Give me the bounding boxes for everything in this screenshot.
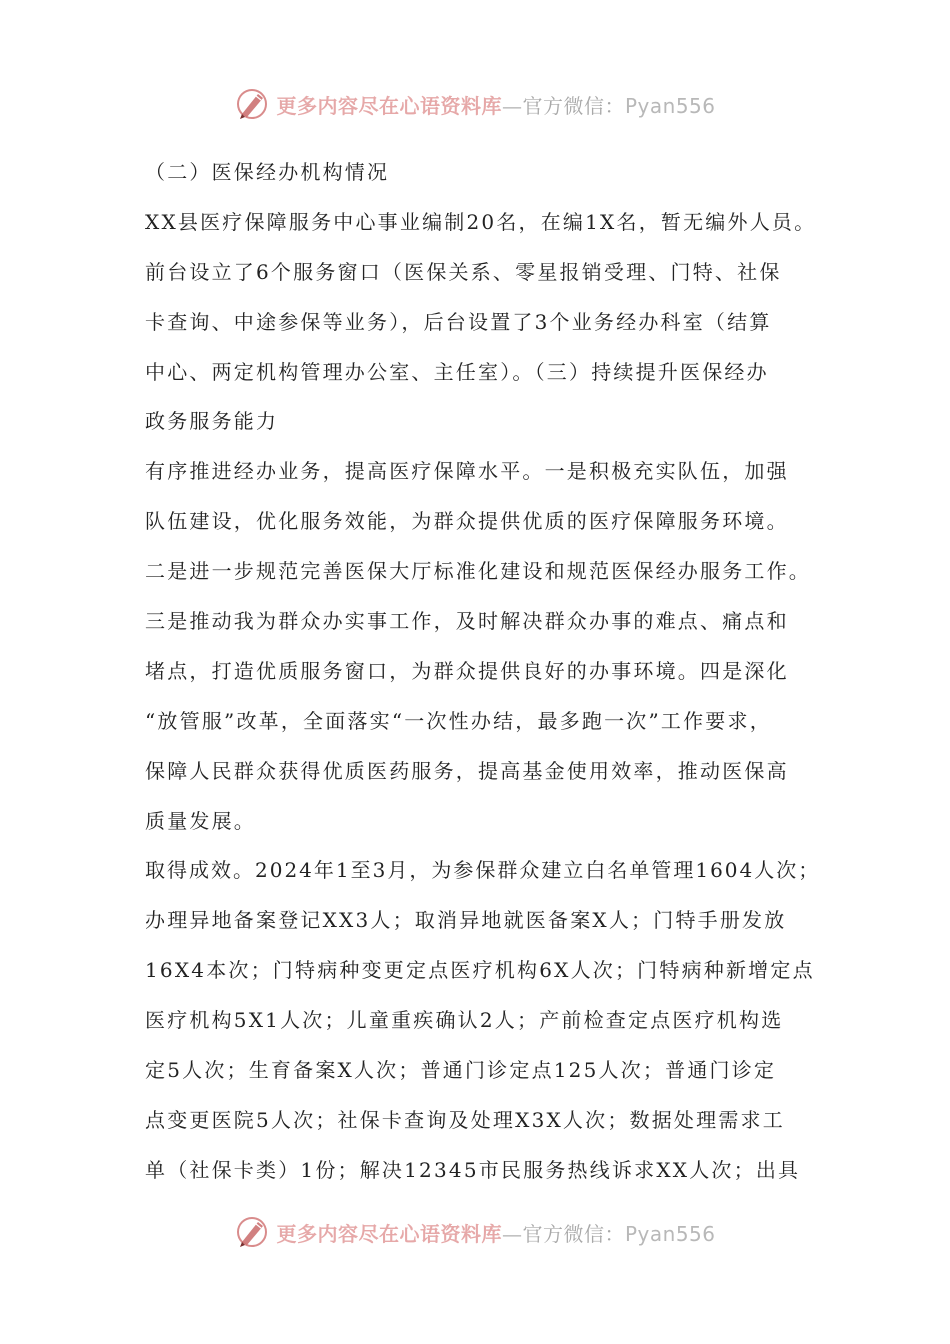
body-line: 办理异地备案登记XX3人；取消异地就医备案X人；门特手册发放 (145, 908, 787, 933)
watermark-separator: — (501, 93, 523, 118)
watermark-group (234, 86, 715, 122)
header-watermark (0, 82, 950, 126)
body-line: 单（社保卡类）1份；解决12345市民服务热线诉求XX人次；出具 (145, 1157, 801, 1182)
body-line: 中心、两定机构管理办公室、主任室）。（三）持续提升医保经办 (145, 359, 769, 384)
body-line: 定5人次；生育备案X人次；普通门诊定点125人次；普通门诊定 (145, 1058, 777, 1083)
footer-watermark (0, 1210, 950, 1254)
body-line: 取得成效。2024年1至3月，为参保群众建立白名单管理1604人次； (145, 858, 821, 883)
watermark-text (276, 1218, 715, 1247)
watermark-group (234, 1214, 715, 1250)
body-line: 前台设立了6个服务窗口（医保关系、零星报销受理、门特、社保 (145, 259, 782, 284)
body-line: 卡查询、中途参保等业务），后台设置了3个业务经办科室（结算 (145, 309, 772, 334)
body-line: 有序推进经办业务，提高医疗保障水平。一是积极充实队伍，加强 (145, 459, 789, 484)
section-heading-line: （二）医保经办机构情况 (145, 160, 390, 184)
watermark-brand: 更多内容尽在心语资料库 (276, 1221, 502, 1246)
body-line: 二是进一步规范完善医保大厅标准化建设和规范医保经办服务工作。 (145, 559, 811, 584)
watermark-separator: — (501, 1221, 523, 1246)
watermark-wechat-label: 官方微信： (522, 1221, 625, 1246)
pen-circle-logo-icon (234, 86, 270, 122)
document-body (145, 148, 820, 1196)
watermark-handle: Pyan556 (624, 1221, 716, 1246)
body-line: 政务服务能力 (145, 409, 279, 434)
watermark-wechat-label: 官方微信： (522, 93, 625, 118)
body-line: 三是推动我为群众办实事工作，及时解决群众办事的难点、痛点和 (145, 609, 789, 634)
body-line: “放管服”改革，全面落实“一次性办结，最多跑一次”工作要求， (145, 708, 772, 733)
watermark-handle: Pyan556 (624, 93, 716, 118)
body-line: 医疗机构5X1人次；儿童重疾确认2人；产前检查定点医疗机构选 (145, 1008, 784, 1033)
pen-circle-logo-icon (234, 1214, 270, 1250)
watermark-brand: 更多内容尽在心语资料库 (276, 93, 502, 118)
body-line: 质量发展。 (145, 808, 256, 833)
body-line: XX县医疗保障服务中心事业编制20名，在编1X名，暂无编外人员。 (145, 209, 817, 234)
body-line: 点变更医院5人次；社保卡查询及处理X3X人次；数据处理需求工 (145, 1107, 785, 1132)
body-line: 16X4本次；门特病种变更定点医疗机构6X人次；门特病种新增定点 (145, 958, 815, 983)
body-line: 堵点，打造优质服务窗口，为群众提供良好的办事环境。四是深化 (145, 658, 789, 683)
body-line: 队伍建设，优化服务效能，为群众提供优质的医疗保障服务环境。 (145, 509, 789, 534)
body-line: 保障人民群众获得优质医药服务，提高基金使用效率，推动医保高 (145, 758, 789, 783)
watermark-text (276, 90, 715, 119)
